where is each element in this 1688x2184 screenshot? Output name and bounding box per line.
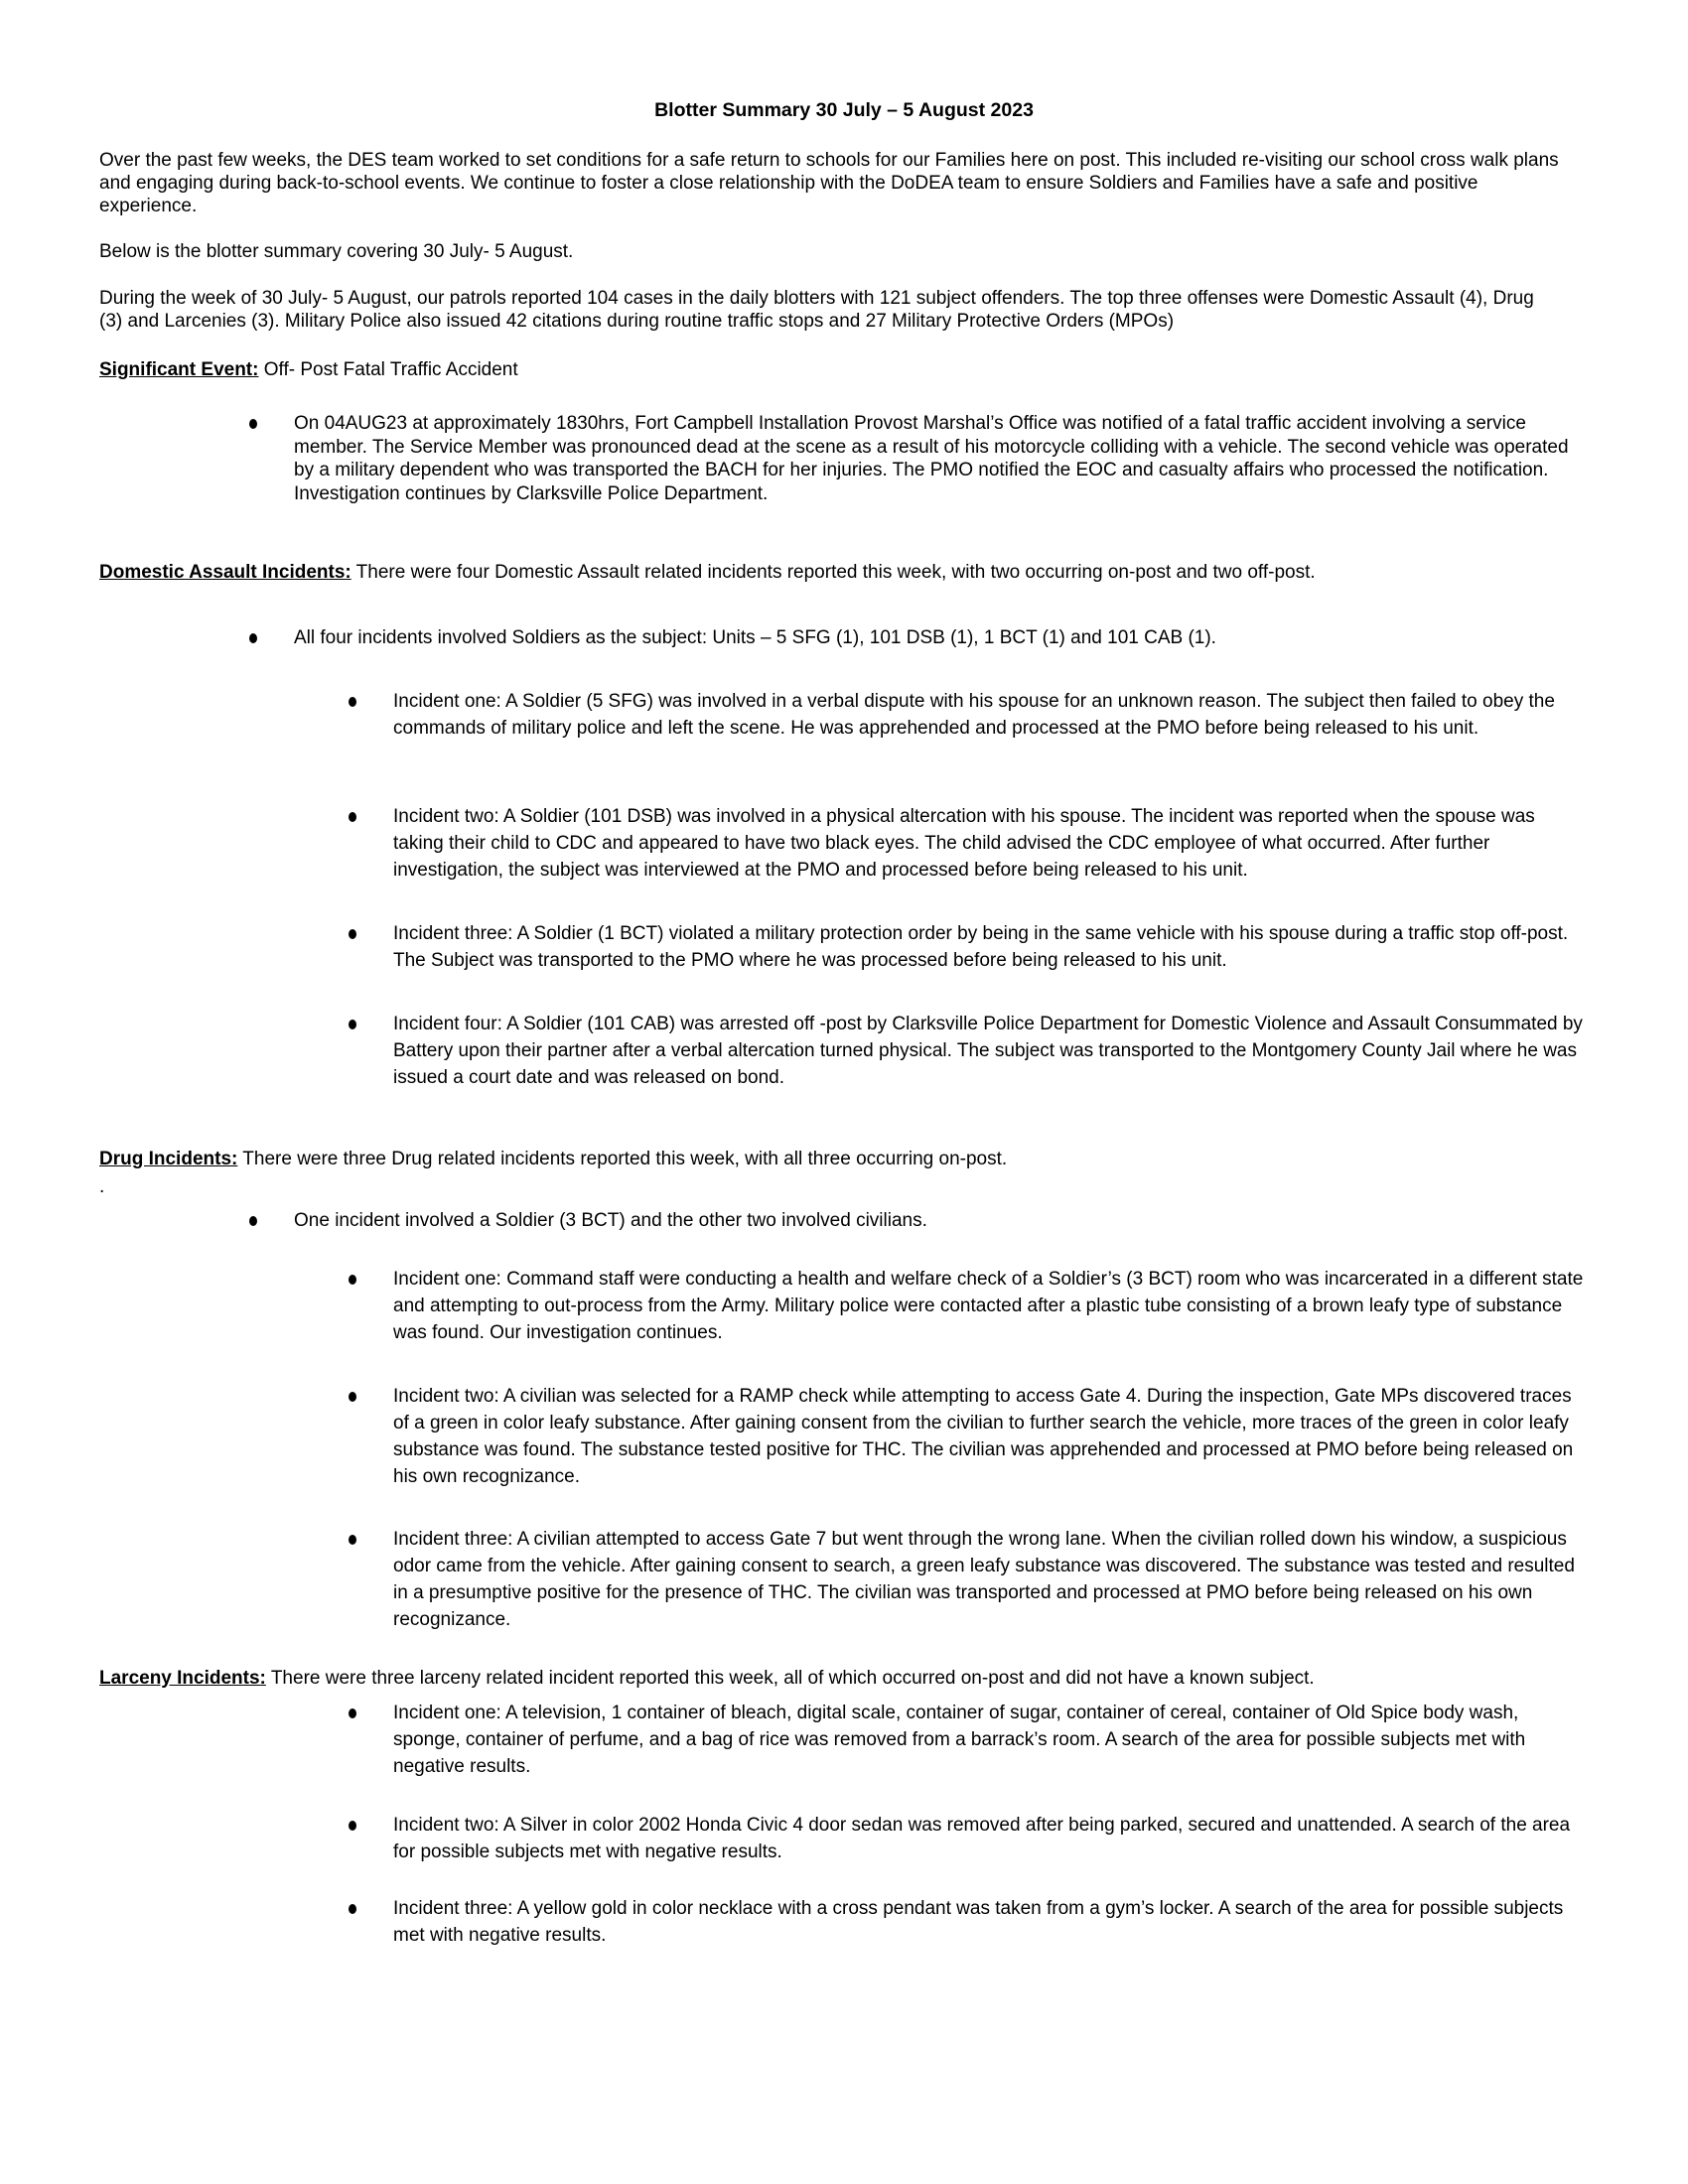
bullet-icon xyxy=(349,812,356,822)
bullet-icon xyxy=(349,1904,356,1914)
bullet-icon xyxy=(349,1535,356,1545)
list-item xyxy=(294,1209,1585,1233)
bullet-icon xyxy=(349,929,356,939)
list-item xyxy=(393,1812,1585,1865)
item-text: Incident four: A Soldier (101 CAB) was arrested off -post by Clarksville Police Department for Domestic Violence and Assault Consummated by Battery upon their partner after a verbal altercation turned physical. The subject was transported to the Montgomery County Jail where he was issued a court date and was released on bond. xyxy=(393,1014,1583,1088)
significant-event-heading xyxy=(99,358,1559,381)
item-text: Incident one: A Soldier (5 SFG) was involved in a verbal dispute with his spouse for an unknown reason. The subject then failed to obey the commands of military police and left the scene. He was apprehended and processed at the PMO before being released to his unit. xyxy=(393,691,1555,739)
item-text: Incident three: A Soldier (1 BCT) violated a military protection order by being in the same vehicle with his spouse during a traffic stop off-post. The Subject was transported to the PMO where he was processed before being released to his unit. xyxy=(393,923,1569,971)
section-text: There were four Domestic Assault related incidents reported this week, with two occurring on-post and two off-post. xyxy=(351,562,1316,583)
list-item xyxy=(393,688,1585,742)
bullet-icon xyxy=(349,697,356,707)
list-item xyxy=(294,626,1585,650)
bullet-icon xyxy=(349,1392,356,1402)
list-item xyxy=(294,412,1575,505)
item-text: Incident three: A yellow gold in color necklace with a cross pendant was taken from a gym’s locker. A search of the area for possible subjects met with negative results. xyxy=(393,1898,1564,1946)
section-label: Significant Event: xyxy=(99,359,259,380)
list-item xyxy=(393,803,1585,884)
section-text: There were three larceny related incident reported this week, all of which occurred on-post and did not have a known subject. xyxy=(265,1668,1315,1689)
document-title: Blotter Summary 30 July – 5 August 2023 xyxy=(654,99,1034,121)
item-text: Incident three: A civilian attempted to access Gate 7 but went through the wrong lane. When the civilian rolled down his window, a suspicious odor came from the vehicle. After gaining consent to search, a green leafy substance was discovered. The substance was tested and resulted in a presumptive positive for the presence of THC. The civilian was transported and processed at PMO before being released on his own recognizance. xyxy=(393,1529,1575,1630)
section-label: Drug Incidents: xyxy=(99,1149,238,1169)
item-text: On 04AUG23 at approximately 1830hrs, Fort Campbell Installation Provost Marshal’s Office was notified of a fatal traffic accident involving a service member. The Service Member was pronounced dead at the scene as a result of his motorcycle colliding with a vehicle. The second vehicle was operated by a military dependent who was transported the BACH for her injuries. The PMO notified the EOC and casualty affairs who processed the notification. Investigation continues by Clarksville Police Department. xyxy=(294,413,1569,504)
item-text: All four incidents involved Soldiers as the subject: Units – 5 SFG (1), 101 DSB (1), 1 BCT (1) and 101 CAB (1). xyxy=(294,627,1216,648)
bullet-icon xyxy=(349,1275,356,1285)
item-text: One incident involved a Soldier (3 BCT) and the other two involved civilians. xyxy=(294,1210,927,1231)
domestic-heading xyxy=(99,561,1559,584)
item-text: Incident two: A civilian was selected for a RAMP check while attempting to access Gate 4. During the inspection, Gate MPs discovered traces of a green in color leafy substance. After gaining consent from the civilian to further search the vehicle, more traces of the green in color leafy substance was found. The substance tested positive for THC. The civilian was apprehended and processed at PMO before being released on his own recognizance. xyxy=(393,1386,1574,1487)
intro-paragraph: Over the past few weeks, the DES team worked to set conditions for a safe return to schools for our Families here on post. This included re-visiting our school cross walk plans and engaging during back-to-school events. We continue to foster a close relationship with the DoDEA team to ensure Soldiers and Families have a safe and positive experience. xyxy=(99,150,1559,216)
list-item xyxy=(393,1011,1585,1091)
bullet-icon xyxy=(249,633,257,643)
drug-heading xyxy=(99,1148,1559,1170)
stray-period: . xyxy=(99,1176,105,1197)
summary-intro: Below is the blotter summary covering 30 July- 5 August. xyxy=(99,241,574,262)
larceny-heading xyxy=(99,1667,1559,1690)
bullet-icon xyxy=(349,1020,356,1029)
section-text: There were three Drug related incidents reported this week, with all three occurring on-post. xyxy=(237,1149,1008,1169)
list-item xyxy=(393,1895,1585,1949)
list-item xyxy=(393,1266,1585,1346)
list-item xyxy=(393,1526,1585,1633)
section-text: Off- Post Fatal Traffic Accident xyxy=(258,359,518,380)
item-text: Incident one: Command staff were conducting a health and welfare check of a Soldier’s (3 BCT) room who was incarcerated in a different state and attempting to out-process from the Army. Military police were contacted after a plastic tube consisting of a brown leafy type of substance was found. Our investigation continues. xyxy=(393,1269,1584,1343)
bullet-icon xyxy=(249,419,257,429)
bullet-icon xyxy=(349,1708,356,1718)
item-text: Incident one: A television, 1 container of bleach, digital scale, container of sugar, container of cereal, container of Old Spice body wash, sponge, container of perfume, and a bag of rice was removed from a barrack’s room. A search of the area for possible subjects met with negative results. xyxy=(393,1703,1526,1777)
item-text: Incident two: A Soldier (101 DSB) was involved in a physical altercation with his spouse. The incident was reported when the spouse was taking their child to CDC and appeared to have two black eyes. The child advised the CDC employee of what occurred. After further investigation, the subject was interviewed at the PMO and processed before being released to his unit. xyxy=(393,806,1535,881)
item-text: Incident two: A Silver in color 2002 Honda Civic 4 door sedan was removed after being parked, secured and unattended. A search of the area for possible subjects met with negative results. xyxy=(393,1815,1571,1862)
bullet-icon xyxy=(249,1216,257,1226)
bullet-icon xyxy=(349,1821,356,1831)
section-label: Domestic Assault Incidents: xyxy=(99,562,352,583)
list-item xyxy=(393,1383,1585,1490)
section-label: Larceny Incidents: xyxy=(99,1668,266,1689)
list-item xyxy=(393,1700,1585,1780)
list-item xyxy=(393,920,1585,974)
overview-paragraph: During the week of 30 July- 5 August, our patrols reported 104 cases in the daily blotters with 121 subject offenders. The top three offenses were Domestic Assault (4), Drug (3) and Larcenies (3). Military Police also issued 42 citations during routine traffic stops and 27 Military Protective Orders (MPOs) xyxy=(99,288,1534,332)
